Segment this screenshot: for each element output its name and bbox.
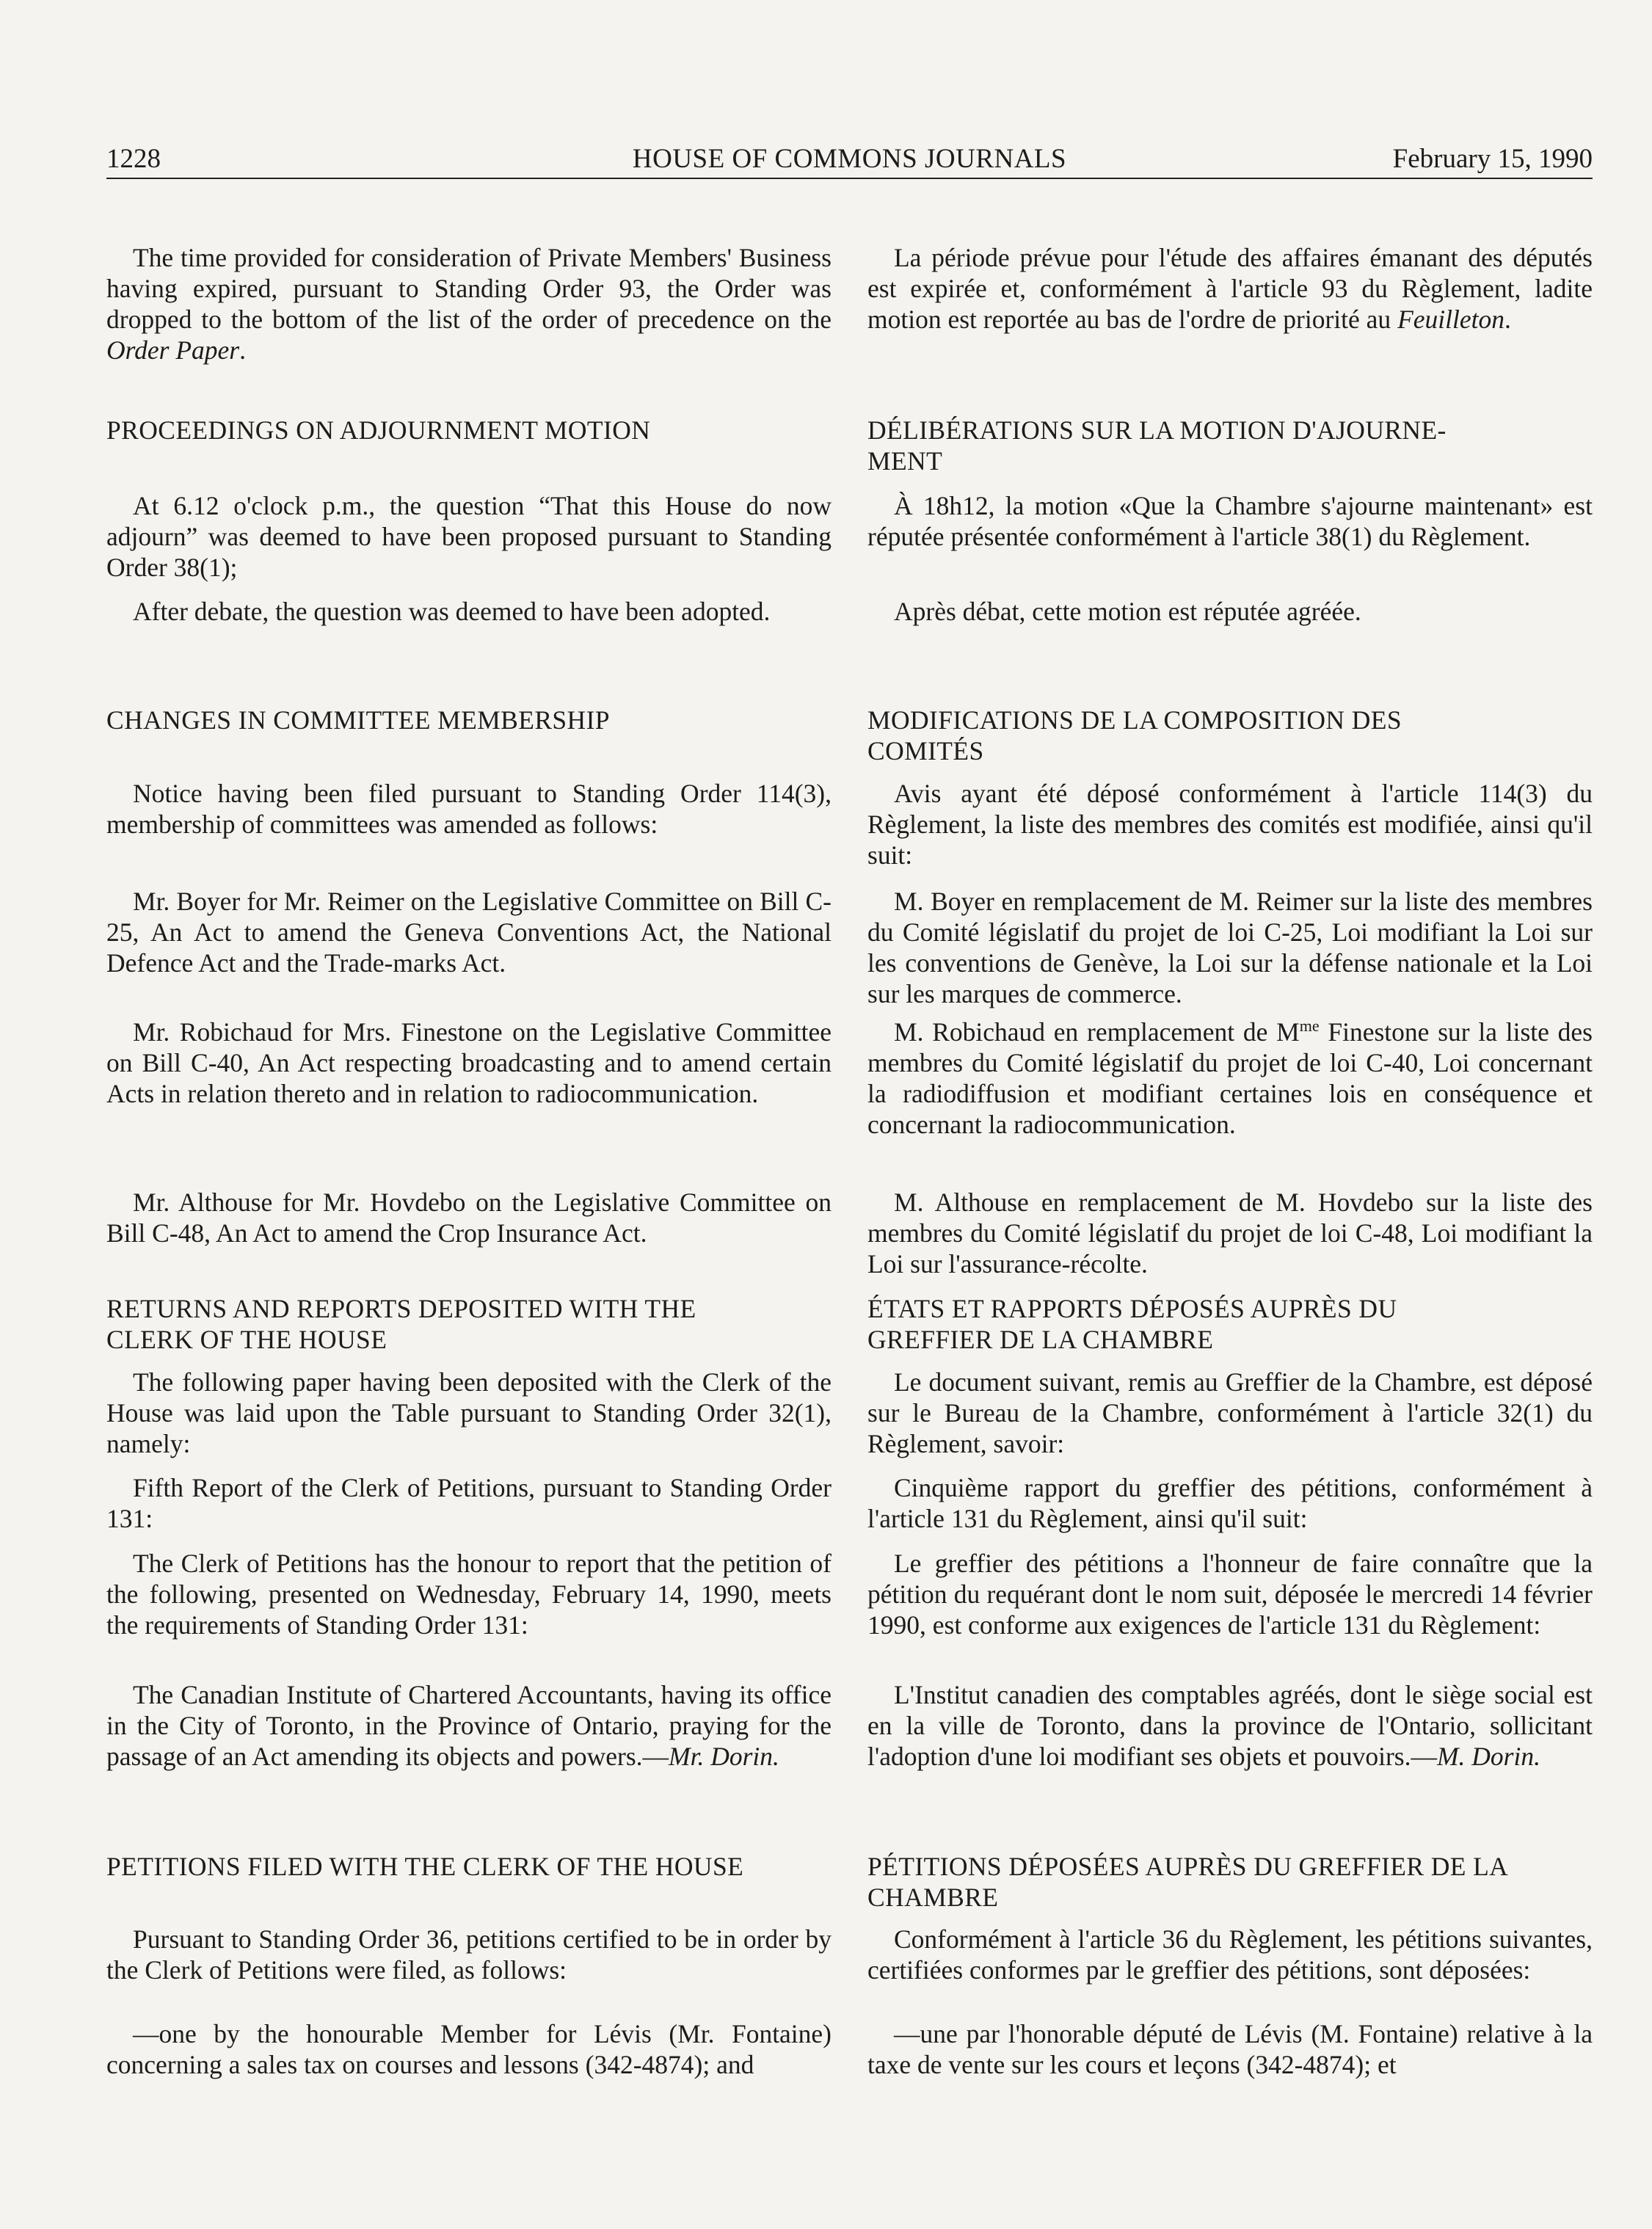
journal-title: HOUSE OF COMMONS JOURNALS [632, 144, 1067, 174]
page-number: 1228 [106, 144, 161, 174]
returns-paragraph-2-fr: Cinquième rapport du greffier des pétitions, conformément à l'article 131 du Règlement, ainsi qu'il suit: [867, 1473, 1593, 1533]
heading-committee-changes: CHANGES IN COMMITTEE MEMBERSHIP [106, 705, 610, 735]
private-business-paragraph-fr: La période prévue pour l'étude des affaires émanant des députés est expirée et, conformément à l'article 93 du Règlement, ladite motion est reportée au bas de l'ordre de priorité au Feuilleton. [867, 243, 1593, 334]
heading-petitions-filed: PETITIONS FILED WITH THE CLERK OF THE HOUSE [106, 1852, 744, 1881]
adjournment-paragraph-2-fr: Après débat, cette motion est réputée agréée. [894, 597, 1361, 626]
heading-returns-reports: RETURNS AND REPORTS DEPOSITED WITH THE CLERK OF THE HOUSE [106, 1294, 696, 1354]
returns-paragraph-1-fr: Le document suivant, remis au Greffier de la Chambre, est déposé sur le Bureau de la Chambre, conformément à l'article 32(1) du Règlement, savoir: [867, 1367, 1593, 1458]
member-name: Mr. Dorin. [669, 1742, 779, 1771]
returns-petition-entry-fr: L'Institut canadien des comptables agréés, dont le siège social est en la ville de Toronto, dans la province de l'Ontario, sollicitant l'adoption d'une loi modifiant ses objets et pouvoirs.—M. Dorin. [867, 1680, 1593, 1771]
returns-petition-entry: The Canadian Institute of Chartered Accountants, having its office in the City of Toronto, in the Province of Ontario, praying for the passage of an Act amending its objects and powers.—Mr. Dorin. [106, 1680, 832, 1771]
returns-paragraph-3-fr: Le greffier des pétitions a l'honneur de faire connaître que la pétition du requérant dont le nom suit, déposée le mercredi 14 février 1990, est conforme aux exigences de l'article 131 du Règlement: [867, 1549, 1593, 1640]
returns-paragraph-2: Fifth Report of the Clerk of Petitions, pursuant to Standing Order 131: [106, 1473, 832, 1533]
committee-change-1-fr: M. Boyer en remplacement de M. Reimer sur la liste des membres du Comité législatif du projet de loi C-25, Loi modifiant la Loi sur les conventions de Genève, la Loi sur la défense nationale et la Loi sur les marques de commerce. [867, 887, 1593, 1008]
adjournment-paragraph-1: At 6.12 o'clock p.m., the question “That this House do now adjourn” was deemed to have been proposed pursuant to Standing Order 38(1); [106, 491, 832, 582]
petitions-paragraph-2: —one by the honourable Member for Lévis (Mr. Fontaine) concerning a sales tax on courses and lessons (342-4874); and [106, 2019, 832, 2079]
committee-change-3-fr: M. Althouse en remplacement de M. Hovdebo sur la liste des membres du Comité législatif du projet de loi C-48, Loi modifiant la Loi sur l'assurance-récolte. [867, 1188, 1593, 1279]
petitions-paragraph-2-fr: —une par l'honorable député de Lévis (M. Fontaine) relative à la taxe de vente sur les cours et leçons (342-4874); et [867, 2019, 1593, 2079]
heading-petitions-filed-fr: PÉTITIONS DÉPOSÉES AUPRÈS DU GREFFIER DE LA CHAMBRE [867, 1852, 1509, 1912]
committee-change-3: Mr. Althouse for Mr. Hovdebo on the Legislative Committee on Bill C-48, An Act to amend the Crop Insurance Act. [106, 1188, 832, 1248]
member-name-fr: M. Dorin. [1436, 1742, 1540, 1771]
committee-intro-paragraph-fr: Avis ayant été déposé conformément à l'article 114(3) du Règlement, la liste des membres des comités est modifiée, ainsi qu'il suit: [867, 779, 1593, 870]
journal-date: February 15, 1990 [1392, 144, 1593, 174]
committee-change-2: Mr. Robichaud for Mrs. Finestone on the Legislative Committee on Bill C-40, An Act respecting broadcasting and to amend certain Acts in relation thereto and in relation to radiocommunication. [106, 1017, 832, 1108]
committee-change-2-fr: M. Robichaud en remplacement de $M^{me}$ Finestone sur la liste des membres du Comité législatif du projet de loi C-40, Loi concernant la radiodiffusion et modifiant certaines lois en conséquence et concernant la radiocommunication. [867, 1017, 1593, 1139]
private-business-paragraph: The time provided for consideration of Private Members' Business having expired, pursuant to Standing Order 93, the Order was dropped to the bottom of the list of the order of precedence on the Order Paper. [106, 243, 832, 365]
adjournment-paragraph-1-fr: À 18h12, la motion «Que la Chambre s'ajourne maintenant» est réputée présentée conformément à l'article 38(1) du Règlement. [867, 491, 1593, 551]
petitions-paragraph-1-fr: Conformément à l'article 36 du Règlement, les pétitions suivantes, certifiées conformes par le greffier des pétitions, sont déposées: [867, 1924, 1593, 1985]
heading-adjournment: PROCEEDINGS ON ADJOURNMENT MOTION [106, 415, 651, 445]
adjournment-paragraph-2: After debate, the question was deemed to have been adopted. [133, 597, 771, 626]
returns-paragraph-1: The following paper having been deposited with the Clerk of the House was laid upon the Table pursuant to Standing Order 32(1), namely: [106, 1367, 832, 1458]
committee-intro-paragraph: Notice having been filed pursuant to Standing Order 114(3), membership of committees was amended as follows: [106, 779, 832, 839]
order-paper-title: Order Paper [106, 335, 240, 365]
petitions-paragraph-1: Pursuant to Standing Order 36, petitions certified to be in order by the Clerk of Petitions were filed, as follows: [106, 1924, 832, 1985]
returns-paragraph-3: The Clerk of Petitions has the honour to report that the petition of the following, presented on Wednesday, February 14, 1990, meets the requirements of Standing Order 131: [106, 1549, 832, 1640]
heading-adjournment-fr: DÉLIBÉRATIONS SUR LA MOTION D'AJOURNE- MENT [867, 415, 1447, 476]
feuilleton-title: Feuilleton [1397, 305, 1504, 334]
page-header [106, 141, 1593, 179]
committee-change-1: Mr. Boyer for Mr. Reimer on the Legislative Committee on Bill C-25, An Act to amend the Geneva Conventions Act, the National Defence Act and the Trade-marks Act. [106, 887, 832, 978]
heading-committee-changes-fr: MODIFICATIONS DE LA COMPOSITION DES COMITÉS [867, 705, 1402, 766]
heading-returns-reports-fr: ÉTATS ET RAPPORTS DÉPOSÉS AUPRÈS DU GREFFIER DE LA CHAMBRE [867, 1294, 1397, 1354]
